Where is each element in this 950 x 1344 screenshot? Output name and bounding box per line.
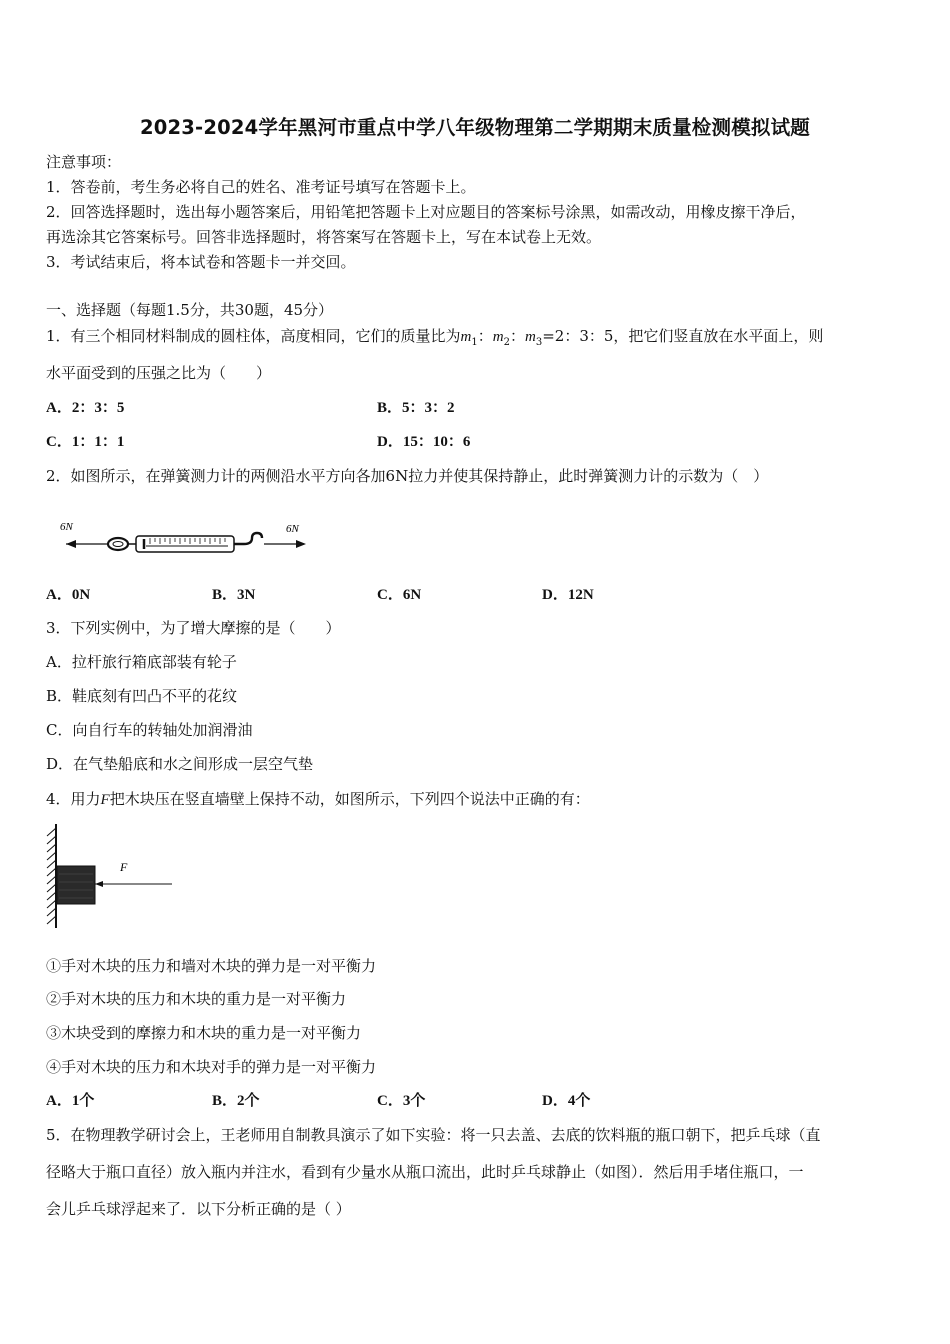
q4-option-d-text: 4个: [567, 1093, 591, 1109]
q1-stem-line1: [46, 326, 823, 353]
q4-option-a-key: A．: [46, 1093, 72, 1109]
q1-option-a-key: A．: [46, 400, 72, 416]
q1-option-d-key: D．: [377, 434, 403, 450]
q4-statement-2: ②手对木块的压力和木块的重力是一对平衡力: [46, 990, 347, 1008]
q4-stem: [46, 789, 590, 810]
q1-option-a[interactable]: [46, 397, 124, 418]
q5-stem-line2: 径略大于瓶口直径）放入瓶内并注水，看到有少量水从瓶口流出，此时乒乓球静止（如图）．然后用手堵住瓶口，一: [46, 1163, 804, 1181]
q1-m3-sub: 3: [535, 337, 543, 348]
q1-ratio: =2：3：5，把它们竖直放在水平面上，则: [542, 327, 824, 345]
fig-force-label: F: [120, 860, 128, 874]
q4-option-c-key: C．: [377, 1093, 403, 1109]
q4-option-a-text: 1个: [71, 1093, 95, 1109]
spring-scale-figure: [58, 516, 310, 560]
notice-item-2: 2．回答选择题时，选出每小题答案后，用铅笔把答题卡上对应题目的答案标号涂黑，如需改动，用橡皮擦干净后，: [46, 203, 806, 221]
notice-item-1: 1．答卷前，考生务必将自己的姓名、准考证号填写在答题卡上。: [46, 178, 476, 196]
q2-option-a-key: A．: [46, 587, 72, 603]
q1-m1-sub: 1: [471, 337, 478, 348]
q4-option-b[interactable]: [212, 1090, 260, 1111]
q1-option-b-key: B．: [377, 400, 403, 416]
q4-stem-b: 把木块压在竖直墙壁上保持不动，如图所示，下列四个说法中正确的有：: [109, 790, 590, 808]
q2-stem: 2．如图所示，在弹簧测力计的两侧沿水平方向各加6N拉力并使其保持静止，此时弹簧测力计的示数为（ ）: [46, 467, 769, 485]
wall-block-figure: [44, 822, 176, 932]
q1-option-b-text: 5：3：2: [402, 400, 455, 416]
q4-option-a[interactable]: [46, 1090, 94, 1111]
q1-option-b[interactable]: [377, 397, 455, 418]
q1-m3: m: [525, 329, 536, 345]
q2-option-d-key: D．: [542, 587, 568, 603]
q4-stem-a: 4．用力: [46, 790, 101, 808]
q1-stem-line2: 水平面受到的压强之比为（ ）: [46, 364, 272, 382]
q5-stem-line3: 会儿乒乓球浮起来了．以下分析正确的是（ ）: [46, 1200, 351, 1218]
q2-option-a[interactable]: [46, 584, 90, 605]
force-arrow-icon: [95, 881, 103, 887]
fig-left-force-label: 6N: [60, 521, 73, 533]
q4-statement-3: ③木块受到的摩擦力和木块的重力是一对平衡力: [46, 1024, 362, 1042]
wall-hatch: [47, 828, 56, 924]
ring-inner: [113, 542, 123, 547]
q1-sep2: ：: [510, 327, 526, 345]
notice-item-2-cont: 再选涂其它答案标号。回答非选择题时，将答案写在答题卡上，写在本试卷上无效。: [46, 228, 602, 246]
q4-statement-1: ①手对木块的压力和墙对木块的弹力是一对平衡力: [46, 957, 377, 975]
q1-option-d-text: 15：10：6: [402, 434, 471, 450]
q4-option-b-key: B．: [212, 1093, 238, 1109]
q1-option-d[interactable]: [377, 431, 470, 452]
q4-option-b-text: 2个: [237, 1093, 260, 1109]
q2-option-d-text: 12N: [567, 587, 594, 603]
q4-option-d[interactable]: [542, 1090, 590, 1111]
exam-title: 2023-2024学年黑河市重点中学八年级物理第二学期期末质量检测模拟试题: [139, 116, 811, 139]
q3-option-a[interactable]: A．拉杆旅行箱底部装有轮子: [46, 653, 237, 671]
q1-sep1: ：: [477, 327, 493, 345]
q1-m2-sub: 2: [503, 337, 510, 348]
fig-right-force-label: 6N: [286, 523, 299, 535]
ring-icon: [108, 538, 128, 550]
hook-icon: [234, 533, 262, 544]
left-arrow-icon: [66, 540, 76, 548]
q2-option-d[interactable]: [542, 584, 594, 605]
q2-option-c[interactable]: [377, 584, 421, 605]
notice-heading: 注意事项：: [46, 153, 122, 171]
q2-option-b[interactable]: [212, 584, 255, 605]
q1-option-a-text: 2：3：5: [71, 400, 125, 416]
q2-option-a-text: 0N: [71, 587, 91, 603]
q1-option-c-text: 1：1：1: [71, 434, 125, 450]
q4-force-symbol: F: [100, 792, 110, 808]
q3-option-b[interactable]: B．鞋底刻有凹凸不平的花纹: [46, 687, 238, 705]
notice-item-3: 3．考试结束后，将本试卷和答题卡一并交回。: [46, 253, 356, 271]
q2-option-b-text: 3N: [237, 587, 256, 603]
q1-m1: m: [460, 329, 472, 345]
q4-statement-4: ④手对木块的压力和木块对手的弹力是一对平衡力: [46, 1058, 377, 1076]
q1-option-c[interactable]: [46, 431, 124, 452]
q4-option-c[interactable]: [377, 1090, 425, 1111]
section-heading: 一、选择题（每题1.5分，共30题，45分）: [46, 301, 334, 319]
q3-stem: 3．下列实例中，为了增大摩擦的是（ ）: [46, 619, 341, 637]
q4-option-c-text: 3个: [402, 1093, 426, 1109]
q5-stem-line1: 5．在物理教学研讨会上，王老师用自制教具演示了如下实验：将一只去盖、去底的饮料瓶的瓶口朝下，把乒乓球（直: [46, 1126, 821, 1144]
q1-option-c-key: C．: [46, 434, 72, 450]
q4-option-d-key: D．: [542, 1093, 568, 1109]
q1-m2: m: [492, 329, 504, 345]
right-arrow-icon: [296, 540, 306, 548]
q3-option-d[interactable]: D．在气垫船底和水之间形成一层空气垫: [46, 755, 314, 773]
q3-option-c[interactable]: C．向自行车的转轴处加润滑油: [46, 721, 253, 739]
q2-option-b-key: B．: [212, 587, 238, 603]
q2-option-c-key: C．: [377, 587, 403, 603]
q1-stem-text: 1．有三个相同材料制成的圆柱体，高度相同，它们的质量比为: [46, 327, 461, 345]
q2-option-c-text: 6N: [402, 587, 422, 603]
